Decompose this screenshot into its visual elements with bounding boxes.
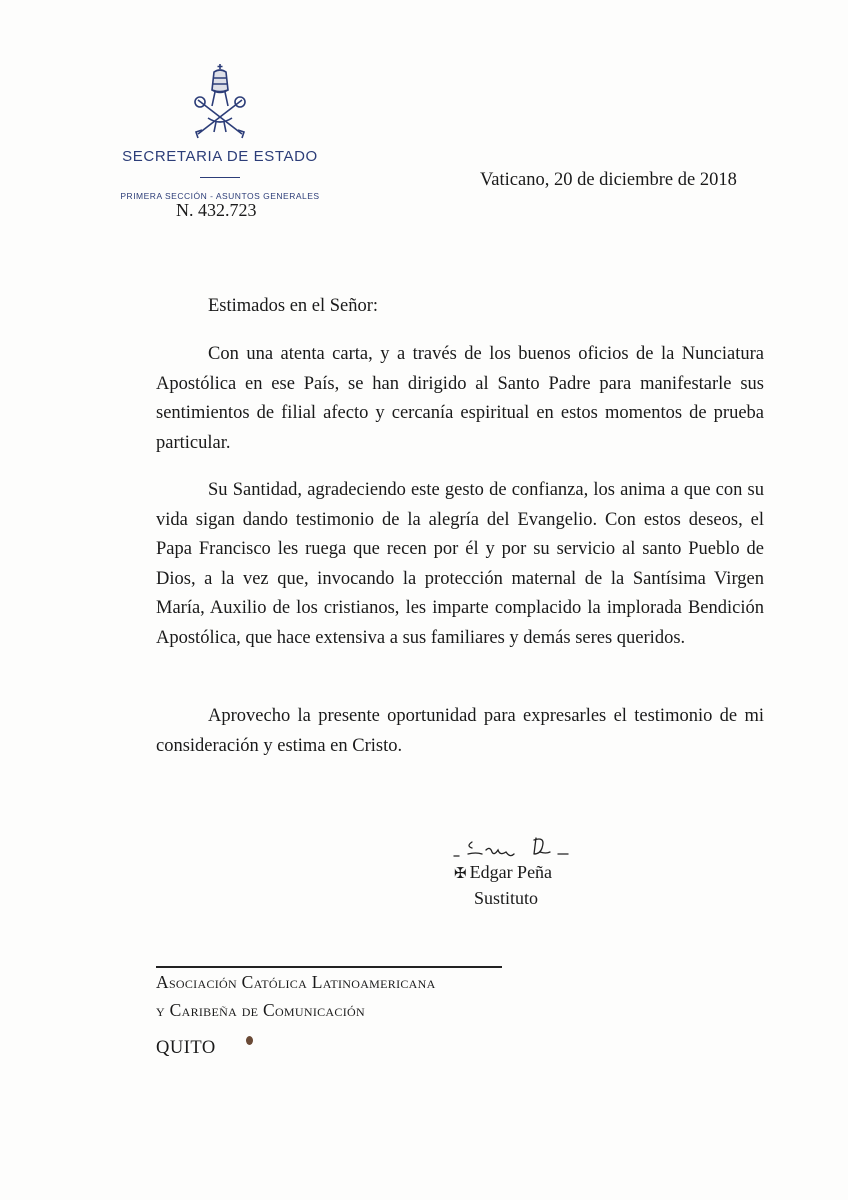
addressee-line: y Caribeña de Comunicación [156, 1000, 365, 1020]
ink-spot [246, 1036, 253, 1045]
addressee-line: Asociación Católica Latinoamericana [156, 972, 436, 992]
signer-name-text: Edgar Peña [469, 862, 553, 882]
signer-name [454, 862, 552, 883]
letterhead-divider [200, 177, 240, 178]
salutation: Estimados en el Señor: [208, 296, 379, 316]
addressee-city: QUITO [156, 1038, 216, 1058]
maltese-cross-icon: ✠ [454, 866, 467, 882]
date-line: Vaticano, 20 de diciembre de 2018 [480, 170, 737, 190]
papal-coat-of-arms-icon [188, 62, 252, 140]
body-paragraph: Su Santidad, agradeciendo este gesto de confianza, los anima a que con su vida sigan dando testimonio de la alegría del Evangelio. Con estos deseos, el Papa Francisco les ruega que recen por él y por su servicio al santo Pueblo de Dios, a la vez que, invocando la protección maternal de la Santísima Virgen María, Auxilio de los cristianos, les imparte complacido la implorada Bendición Apostólica, que hace extensiva a sus familiares y demás seres queridos. [156, 480, 764, 648]
addressee-divider [156, 966, 502, 968]
signer-title: Sustituto [474, 888, 539, 908]
body-paragraph: Con una atenta carta, y a través de los buenos oficios de la Nunciatura Apostólica en ese País, se han dirigido al Santo Padre para manifestarle sus sentimientos de filial afecto y cercanía espiritual en estos momentos de prueba particular. [156, 344, 764, 453]
office-section: PRIMERA SECCIÓN - ASUNTOS GENERALES [120, 191, 320, 201]
protocol-number: N. 432.723 [176, 200, 257, 220]
body-paragraph: Aprovecho la presente oportunidad para expresarles el testimonio de mi consideración y estima en Cristo. [156, 706, 764, 756]
office-name: SECRETARIA DE ESTADO [122, 148, 318, 165]
